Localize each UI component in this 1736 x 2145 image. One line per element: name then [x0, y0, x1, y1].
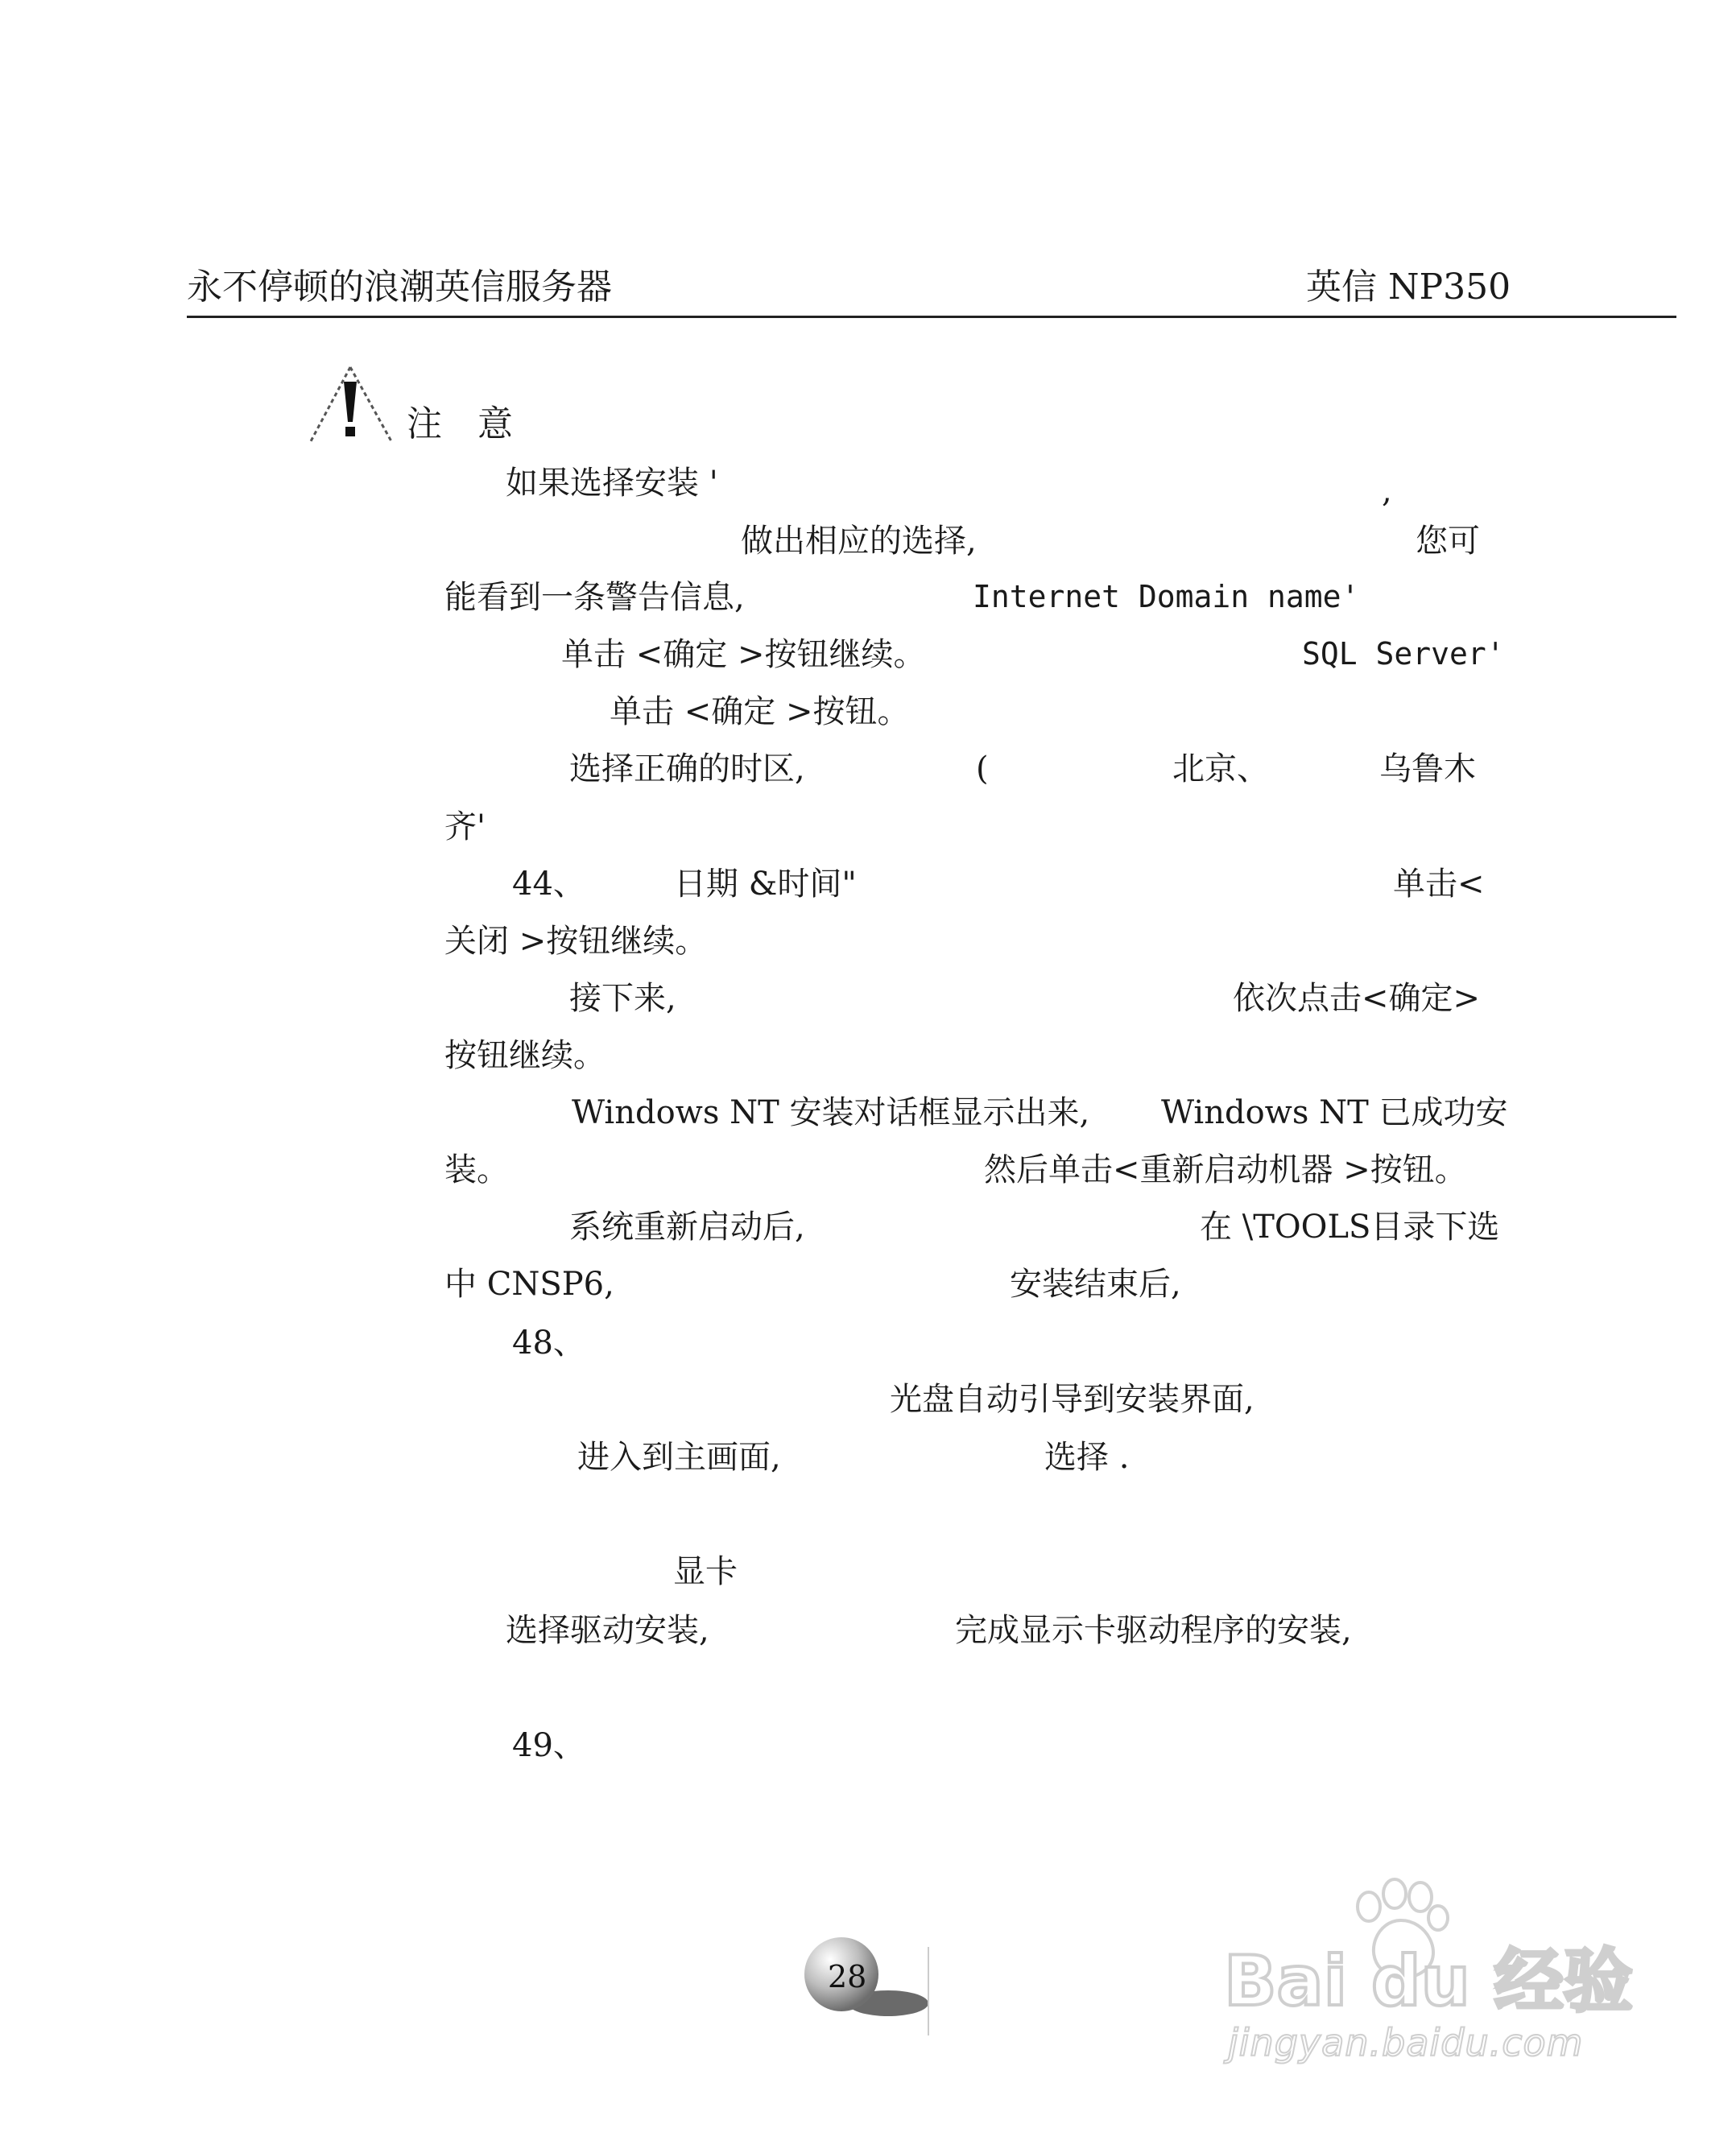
text-line: 装。: [444, 1151, 509, 1188]
text-line: 接下来,: [569, 980, 676, 1017]
text-line: 单击 <确定 >按钮。: [610, 693, 910, 730]
text-line: (: [976, 750, 989, 787]
text-line: 安装结束后,: [1010, 1266, 1181, 1303]
header-rule: [187, 316, 1676, 318]
text-line: 中 CNSP6,: [444, 1266, 614, 1303]
text-line: SQL Server': [1302, 636, 1505, 672]
text-line: Windows NT 已成功安: [1161, 1094, 1508, 1131]
text-line: Windows NT 安装对话框显示出来,: [572, 1094, 1090, 1131]
text-line: 单击 <确定 >按钮继续。: [561, 636, 926, 673]
text-line: 48、: [512, 1325, 585, 1362]
watermark-domain: jingyan.baidu.com: [1228, 2021, 1584, 2064]
text-line: 能看到一条警告信息,: [444, 579, 745, 616]
header-right-title: 英信 NP350: [1306, 267, 1511, 308]
text-line: 单击<: [1393, 866, 1485, 903]
text-line: ,: [1382, 473, 1392, 510]
page-number: 28: [828, 1959, 867, 1994]
text-line: 齐': [444, 808, 486, 845]
text-line: 关闭 >按钮继续。: [444, 923, 708, 960]
text-line: 如果选择安装 ': [506, 465, 718, 502]
text-line: 完成显示卡驱动程序的安装,: [955, 1612, 1352, 1649]
page-number-divider: [928, 1947, 929, 2035]
header-left-title: 永不停顿的浪潮英信服务器: [187, 267, 612, 308]
text-line: 显卡: [673, 1553, 738, 1590]
text-line: 选择驱动安装,: [506, 1612, 709, 1649]
text-line: 光盘自动引导到安装界面,: [890, 1381, 1254, 1418]
text-line: 49、: [512, 1727, 585, 1764]
text-line: 然后单击<重新启动机器 >按钮。: [984, 1151, 1467, 1188]
text-line: 依次点击<确定>: [1233, 980, 1481, 1017]
text-line: 选择 .: [1044, 1439, 1130, 1476]
text-line: 北京、: [1172, 750, 1269, 787]
warning-triangle-icon: [304, 364, 397, 444]
text-line: 系统重新启动后,: [569, 1209, 805, 1246]
notice-title: 注 意: [407, 403, 513, 444]
text-line: 您可: [1416, 523, 1480, 560]
text-line: 选择正确的时区,: [569, 750, 805, 787]
text-line: 在 \TOOLS目录下选: [1200, 1209, 1500, 1246]
text-line: 乌鲁木: [1379, 750, 1476, 787]
text-line: 44、: [512, 866, 585, 903]
text-line: 日期 &时间": [674, 866, 857, 903]
text-line: 按钮继续。: [444, 1037, 606, 1074]
text-line: 进入到主画面,: [577, 1439, 781, 1476]
text-line: Internet Domain name': [973, 579, 1360, 614]
text-line: 做出相应的选择,: [741, 523, 977, 560]
watermark-brand: Bai du 经验: [1224, 1941, 1633, 2022]
